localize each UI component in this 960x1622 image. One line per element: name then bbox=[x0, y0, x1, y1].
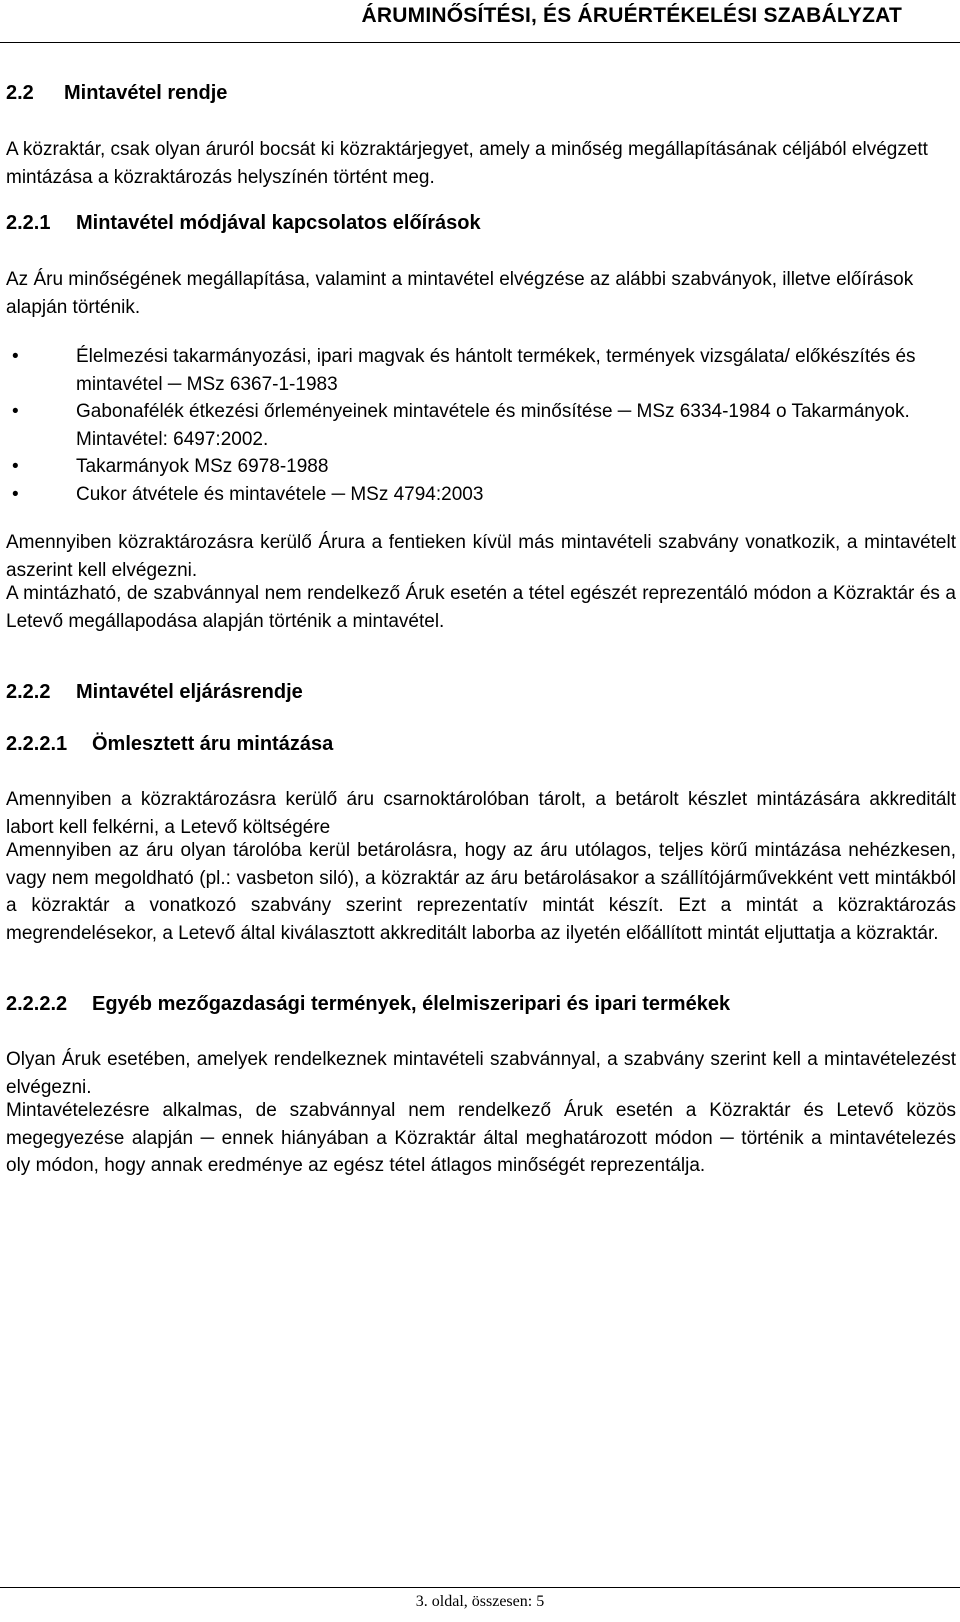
paragraph: Az Áru minőségének megállapítása, valamint a mintavétel elvégzése az alábbi szabványok, illetve előírások alapján történik. bbox=[6, 269, 914, 318]
paragraph: A közraktár, csak olyan áruról bocsát ki közraktárjegyet, amely a minőség megállapításának céljából elvégzett mintázása a közraktározás helyszínén történt meg. bbox=[6, 139, 928, 188]
list-item: • Élelmezési takarmányozási, ipari magvak és hántolt termékek, termények vizsgálata/ előkészítés és mintavétel ─ MSz 6367-1-1983 bbox=[6, 343, 956, 398]
heading-number: 2.2 bbox=[6, 82, 34, 104]
heading-title: Egyéb mezőgazdasági termények, élelmiszeripari és ipari termékek bbox=[92, 993, 731, 1015]
paragraph: Amennyiben az áru olyan tárolóba kerül betárolásra, hogy az áru utólagos, teljes körű mintázása nehézkesen, vagy nem megoldható (pl.: vasbeton siló), a közraktár az áru betárolásakor a szállítójárművekként vett mintákból a közraktár a vonatkozó szabvány szerint reprezentatív mintát készít. Ezt a mintát a közraktározás megrendelésekor, a Letevő által kiválasztott akkreditált laborba az ilyetén előállított mintát eljuttatja a közraktár. bbox=[6, 840, 956, 944]
paragraph: Olyan Áruk esetében, amelyek rendelkeznek mintavételi szabvánnyal, a szabvány szerint kell a mintavételezést elvégezni. bbox=[6, 1049, 956, 1098]
list-item: • Gabonafélék étkezési őrleményeinek mintavétele és minősítése ─ MSz 6334-1984 o Takarmányok. Mintavétel: 6497:2002. bbox=[6, 398, 956, 453]
header-rule bbox=[0, 42, 960, 43]
heading-number: 2.2.2 bbox=[6, 681, 51, 703]
running-header: ÁRUMINŐSÍTÉSI, ÉS ÁRUÉRTÉKELÉSI SZABÁLYZAT bbox=[361, 4, 902, 27]
footer-rule bbox=[0, 1587, 960, 1588]
heading-2-2-2 bbox=[6, 681, 956, 704]
heading-number: 2.2.2.1 bbox=[6, 733, 68, 755]
paragraph: Amennyiben a közraktározásra kerülő áru csarnoktárolóban tárolt, a betárolt készlet mintázására akkreditált labort kell felkérni, a Letevő költségére bbox=[6, 789, 956, 838]
list-item: • Cukor átvétele és mintavétele ─ MSz 4794:2003 bbox=[6, 481, 956, 509]
heading-title: Ömlesztett áru mintázása bbox=[92, 733, 334, 755]
paragraph: Mintavételezésre alkalmas, de szabvánnyal nem rendelkező Áruk esetén a Közraktár és Letevő közös megegyezése alapján ─ ennek hiányában a Közraktár által meghatározott módon ─ történik a mintavételezés oly módon, hogy annak eredménye az egész tétel átlagos minőségét reprezentálja. bbox=[6, 1100, 956, 1176]
heading-number: 2.2.1 bbox=[6, 212, 51, 234]
standards-list bbox=[6, 343, 956, 508]
list-item: • Takarmányok MSz 6978-1988 bbox=[6, 453, 956, 481]
heading-2-2-2-1 bbox=[6, 733, 956, 756]
heading-2-2-1 bbox=[6, 212, 956, 235]
heading-2-2-2-2 bbox=[6, 993, 956, 1016]
heading-number: 2.2.2.2 bbox=[6, 993, 68, 1015]
heading-title: Mintavétel rendje bbox=[64, 82, 228, 104]
heading-title: Mintavétel módjával kapcsolatos előírások bbox=[76, 212, 481, 234]
page-number: 3. oldal, összesen: 5 bbox=[415, 1593, 545, 1610]
paragraph: Amennyiben közraktározásra kerülő Árura a fentieken kívül más mintavételi szabvány vonatkozik, a mintavételt aszerint kell elvégezni. bbox=[6, 532, 956, 581]
heading-title: Mintavétel eljárásrendje bbox=[76, 681, 303, 703]
heading-2-2 bbox=[6, 82, 956, 105]
paragraph: A mintázható, de szabvánnyal nem rendelkező Áruk esetén a tétel egészét reprezentáló módon a Közraktár és a Letevő megállapodása alapján történik a mintavétel. bbox=[6, 583, 956, 632]
